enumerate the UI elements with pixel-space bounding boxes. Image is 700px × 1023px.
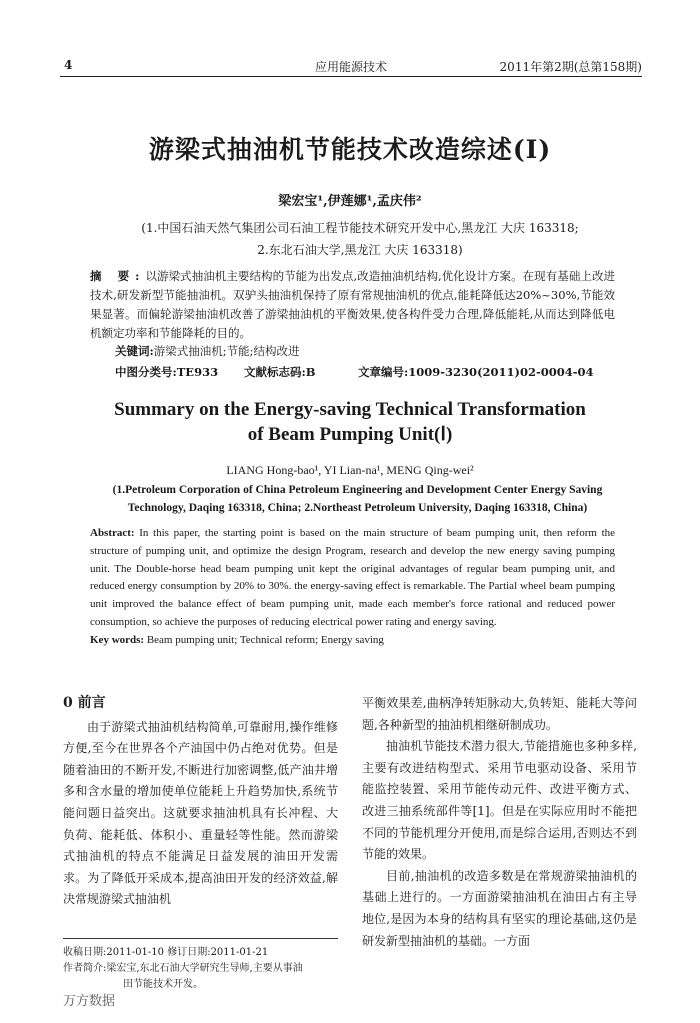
title-english xyxy=(0,397,700,447)
paragraph: 目前,抽油机的改造多数是在常规游梁抽油机的基础上进行的。一方面游梁抽油机在油田占有主导地位,是因为本身的结构具有坚实的理论基础,这仍是研发新型抽油机的基础。一方面 xyxy=(362,868,637,948)
authors-english: LIANG Hong-bao¹, YI Lian-na¹, MENG Qing-wei² xyxy=(226,463,474,477)
paragraph: 平衡效果差,曲柄净转矩脉动大,负转矩、能耗大等问题,各种新型的抽油机相继研制成功。 xyxy=(362,696,637,732)
paragraph: 由于游梁式抽油机结构简单,可靠耐用,操作维修方便,至今在世界各个产油国中仍占绝对优势。但是随着油田的不断开发,不断进行加密调整,低产油井增多和含水量的增加使单位能耗上升趋势加快,系统节能问题日益突出。这就要求抽油机具有长冲程、大负荷、能耗低、体积小、重量轻等性能。然而游梁式抽油机的特点不能满足日益发展的油田开发需求。为了降低开采成本,提高油田开发的经济效益,解决常规游梁式抽油机 xyxy=(63,719,338,907)
footnote-author-bio: 作者简介:梁宏宝,东北石油大学研究生导师,主要从事油 xyxy=(63,963,303,974)
title-chinese: 游梁式抽油机节能技术改造综述(Ⅰ) xyxy=(148,135,552,164)
issue-info: 2011年第2期(总第158期) xyxy=(499,60,642,74)
abstract-label: 摘 要: xyxy=(90,269,146,283)
affiliation-line: Technology, Daqing 163318, China; 2.Northeast Petroleum University, Daqing 163318, China) xyxy=(127,502,588,514)
footnote-author-bio-cont: 田节能技术开发。 xyxy=(123,979,203,990)
classification-line xyxy=(115,364,635,380)
affiliations-english xyxy=(95,481,620,517)
keywords-chinese xyxy=(115,343,300,359)
affiliation-line: (1.Petroleum Corporation of China Petroleum Engineering and Development Center Energy Saving xyxy=(112,484,603,496)
footnote xyxy=(63,938,338,993)
body-column-left xyxy=(63,693,338,911)
keywords-text: Beam pumping unit; Technical reform; Energy saving xyxy=(146,633,384,646)
abstract-text: In this paper, the starting point is based on the main structure of beam pumping unit, then reform the structure of pumping unit, and optimize the design Program, research and develop the new energy saving pumping unit. The Double-horse head beam pumping unit kept the original advantages of regular beam pumping unit, and reduced energy consumption by 20% to 30%. the energy-saving effect is remarkable. The Partial wheel beam pumping unit improved the balance effect of beam pumping unit, made each member's force rational and reduced power consumption, so achieve the purposes of reducing electrical power rating and energy saving. xyxy=(90,527,616,628)
footnote-dates: 收稿日期:2011-01-10 修订日期:2011-01-21 xyxy=(63,947,269,958)
title-english-line: Summary on the Energy-saving Technical Transformation xyxy=(114,399,586,420)
section-heading: 0 前言 xyxy=(63,695,106,711)
keywords-label: 关键词: xyxy=(115,344,154,358)
keywords-text: 游梁式抽油机;节能;结构改进 xyxy=(153,344,300,358)
title-english-line: of Beam Pumping Unit(Ⅰ) xyxy=(247,424,453,445)
affiliation-line: (1.中国石油天然气集团公司石油工程节能技术研究开发中心,黑龙江 大庆 163318; xyxy=(141,221,579,235)
affiliation-line: 2.东北石油大学,黑龙江 大庆 163318) xyxy=(257,243,463,257)
abstract-english xyxy=(90,525,615,650)
abstract-text: 以游梁式抽油机主要结构的节能为出发点,改造抽油机结构,优化设计方案。在现有基础上改进技术,研发新型节能抽油机。双驴头抽油机保持了原有常规抽油机的优点,能耗降低达20%~30%,节能效果显著。而偏轮游梁抽油机改善了游梁抽油机的平衡效果,使各构件受力合理,降低能耗,从而达到降低电机额定功率和节能降耗的目的。 xyxy=(90,269,616,340)
article-number: 文章编号:1009-3230(2011)02-0004-04 xyxy=(358,365,594,379)
authors-chinese: 梁宏宝¹,伊莲娜¹,孟庆伟² xyxy=(278,194,422,209)
page-number: 4 xyxy=(64,58,73,72)
journal-name: 应用能源技术 xyxy=(314,60,387,74)
document-code: 文献标志码:B xyxy=(244,365,316,379)
abstract-label: Abstract: xyxy=(90,527,135,539)
watermark: 万方数据 xyxy=(63,994,116,1009)
keywords-label: Key words: xyxy=(90,633,145,646)
body-column-right xyxy=(362,693,637,952)
affiliations-chinese xyxy=(100,217,620,261)
running-header xyxy=(60,56,642,77)
abstract-chinese xyxy=(90,267,615,343)
clc-number: 中图分类号:TE933 xyxy=(115,365,219,379)
paragraph: 抽油机节能技术潜力很大,节能措施也多种多样,主要有改进结构型式、采用节电驱动设备、采用节能监控装置、采用节能传动元件、改进平衡方式、改进三抽系统部件等[1]。但是在实际应用时不能把不同的节能机理分开使用,而是综合运用,否则达不到节能的效果。 xyxy=(362,739,637,862)
